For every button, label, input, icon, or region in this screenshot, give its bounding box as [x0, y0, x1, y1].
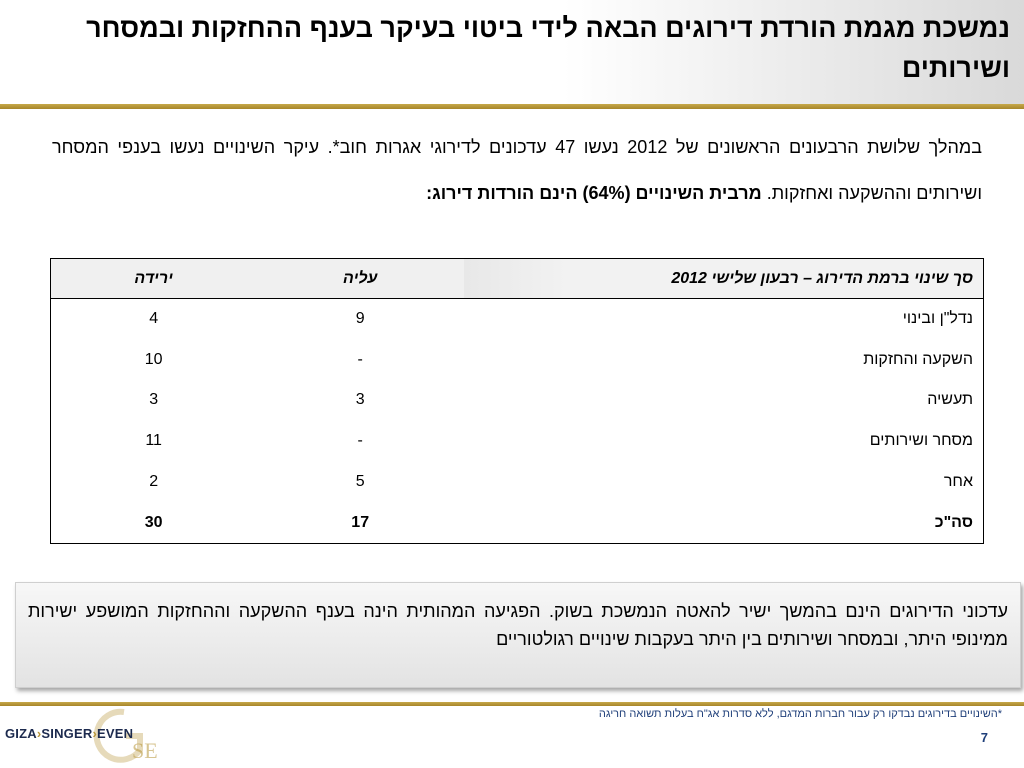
company-logo	[0, 704, 175, 766]
table-row	[51, 299, 984, 340]
cell-sector: תעשיה	[927, 391, 973, 409]
cell-upgrade: -	[357, 350, 363, 368]
arrow-icon: ›	[92, 726, 97, 741]
header-sector: סך שינוי ברמת הדירוג – רבעון שלישי 2012	[464, 259, 983, 299]
cell-sector: מסחר ושירותים	[869, 432, 973, 450]
cell-upgrade: 5	[355, 473, 365, 491]
total-upgrade: 17	[351, 513, 370, 531]
title-divider	[0, 104, 1024, 109]
intro-paragraph	[52, 124, 982, 216]
total-downgrade: 30	[144, 513, 163, 531]
logo-wordmark	[5, 726, 133, 741]
intro-bold-text: מרבית השינויים (64%) הינם הורדות דירוג:	[426, 183, 762, 203]
summary-text: עדכוני הדירוגים הינם בהמשך ישיר להאטה הנמשכת בשוק. הפגיעה המהותית הינה בענף ההשקעה וההחזקות המושפע ישירות ממינופי היתר, ובמסחר ושירותים בין היתר בעקבות שינויים רגולטוריים	[28, 601, 1008, 649]
total-label: סה"כ	[934, 513, 973, 531]
logo-word-singer: SINGER	[41, 726, 93, 741]
cell-sector: אחר	[943, 473, 973, 491]
header-upgrade: עליה	[256, 259, 464, 299]
cell-upgrade: 9	[355, 310, 365, 328]
cell-downgrade: 4	[149, 310, 159, 328]
header-downgrade: ירידה	[51, 259, 257, 299]
rating-changes-table	[50, 258, 984, 544]
intro-text: במהלך שלושת הרבעונים הראשונים של 2012 נעשו 47 עדכונים לדירוגי אגרות חוב*. עיקר השינויים נעשו בענפי המסחר ושירותים וההשקעה ואחזקות.	[52, 137, 982, 203]
cell-downgrade: 10	[144, 350, 163, 368]
cell-sector: השקעה והחזקות	[863, 350, 973, 368]
table-row	[51, 339, 984, 380]
arrow-icon: ›	[36, 726, 42, 741]
cell-downgrade: 3	[149, 391, 159, 409]
cell-downgrade: 11	[145, 432, 162, 450]
table-row	[51, 380, 984, 421]
summary-callout	[15, 582, 1021, 688]
table-row	[51, 462, 984, 503]
cell-downgrade: 2	[149, 473, 159, 491]
cell-upgrade: 3	[355, 391, 365, 409]
svg-text:SE: SE	[132, 738, 158, 763]
table-row	[51, 421, 984, 462]
logo-word-giza: GIZA	[5, 726, 37, 741]
page-number: 7	[980, 730, 988, 745]
page-title: נמשכת מגמת הורדת דירוגים הבאה לידי ביטוי בעיקר בענף ההחזקות ובמסחר ושירותים	[86, 13, 1010, 83]
cell-upgrade: -	[357, 432, 363, 450]
cell-sector: נדל"ן ובינוי	[902, 310, 973, 328]
logo-word-even: EVEN	[96, 726, 134, 741]
table-header-row	[51, 259, 984, 299]
table-total-row	[51, 502, 984, 543]
footnote: *השינויים בדירוגים נבדקו רק עבור חברות המדגם, ללא סדרות אג"ח בעלות תשואה חריגה	[598, 708, 1002, 720]
